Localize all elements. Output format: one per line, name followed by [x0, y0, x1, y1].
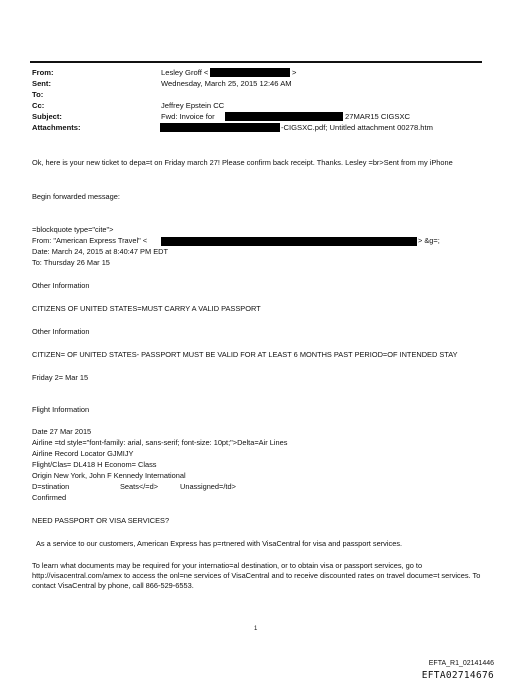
fwd-from-line — [32, 236, 147, 246]
other-info-heading-1: Other Information — [32, 281, 90, 290]
seats-label: Seats</=d> — [120, 482, 159, 491]
destination-label: D=stination — [32, 482, 70, 491]
subject-value: Fwd: Invoice for — [161, 112, 215, 121]
citizens-line-1: CITIZENS OF UNITED STATES=MUST CARRY A VALID PASSPORT — [32, 304, 261, 313]
origin-line: Origin New York, John F Kennedy International — [32, 471, 186, 480]
other-info-heading-2: Other Information — [32, 327, 90, 336]
redaction-from-email — [210, 68, 290, 77]
bates-number-large: EFTA02714676 — [421, 670, 494, 681]
flight-date-line: Date 27 Mar 2015 — [32, 427, 92, 436]
fwd-to-line: To: Thursday 26 Mar 15 — [32, 258, 110, 267]
from-label: From: — [32, 68, 54, 77]
bates-number-small: EFTA_R1_02141446 — [428, 660, 494, 667]
fwd-from-prefix: From: "American Express Travel" < — [32, 236, 148, 245]
confirmed-line: Confirmed — [32, 493, 67, 502]
sent-value: Wednesday, March 25, 2015 12:46 AM — [161, 79, 292, 88]
redaction-fwd-email — [161, 237, 417, 246]
airline-line: Airline =td style="font-family: arial, sans-serif; font-size: 10pt;">Delta=Air Lines — [32, 438, 288, 447]
destination-line — [32, 482, 236, 492]
learn-paragraph: To learn what documents may be required for your internatio=al destination, or to obtain visa or passport services, go to http://visacentral.com/amex to access the onl=ne services of VisaCentral and to receive discounted rates on travel docume=t services. To contact VisaCentral by phone, call 866-529-6553. — [32, 561, 481, 590]
friday-line: Friday 2= Mar 15 — [32, 373, 89, 382]
record-locator-line: Airline Record Locator GJMIJY — [32, 449, 134, 458]
from-suffix: > — [292, 68, 297, 77]
redaction-attachment-name — [160, 123, 280, 132]
fwd-from-suffix: > &g=; — [418, 236, 440, 245]
header-top-rule — [30, 61, 482, 63]
seats-unassigned: Unassigned=/td> — [180, 482, 236, 491]
intro-paragraph: Ok, here is your new ticket to depa=t on Friday march 27! Please confirm back receipt. Thanks. Lesley =br>Sent from my iPhone — [32, 158, 453, 167]
subject-label: Subject: — [32, 112, 62, 121]
cc-value: Jeffrey Epstein CC — [161, 101, 225, 110]
service-line: As a service to our customers, American Express has p=rtnered with VisaCentral for visa and passport services. — [36, 539, 403, 548]
from-value: Lesley Groff < — [161, 68, 209, 77]
cc-label: Cc: — [32, 101, 45, 110]
citizens-line-2: CITIZEN= OF UNITED STATES- PASSPORT MUST BE VALID FOR AT LEAST 6 MONTHS PAST PERIOD=OF INTENDED STAY — [32, 350, 458, 359]
fwd-date-line: Date: March 24, 2015 at 8:40:47 PM EDT — [32, 247, 168, 256]
subject-suffix: 27MAR15 CIGSXC — [345, 112, 410, 121]
flight-class-line: Flight/Clas= DL418 H Econom= Class — [32, 460, 157, 469]
flight-info-heading: Flight Information — [32, 405, 90, 414]
begin-forwarded: Begin forwarded message: — [32, 192, 120, 201]
attachments-value: -CIGSXC.pdf; Untitled attachment 00278.htm — [281, 123, 433, 132]
page-number: 1 — [254, 626, 258, 632]
sent-label: Sent: — [32, 79, 51, 88]
to-label: To: — [32, 90, 44, 99]
need-passport-heading: NEED PASSPORT OR VISA SERVICES? — [32, 516, 170, 525]
blockquote-line: =blockquote type="cite"> — [32, 225, 114, 234]
attachments-label: Attachments: — [32, 123, 81, 132]
redaction-subject — [225, 112, 343, 121]
